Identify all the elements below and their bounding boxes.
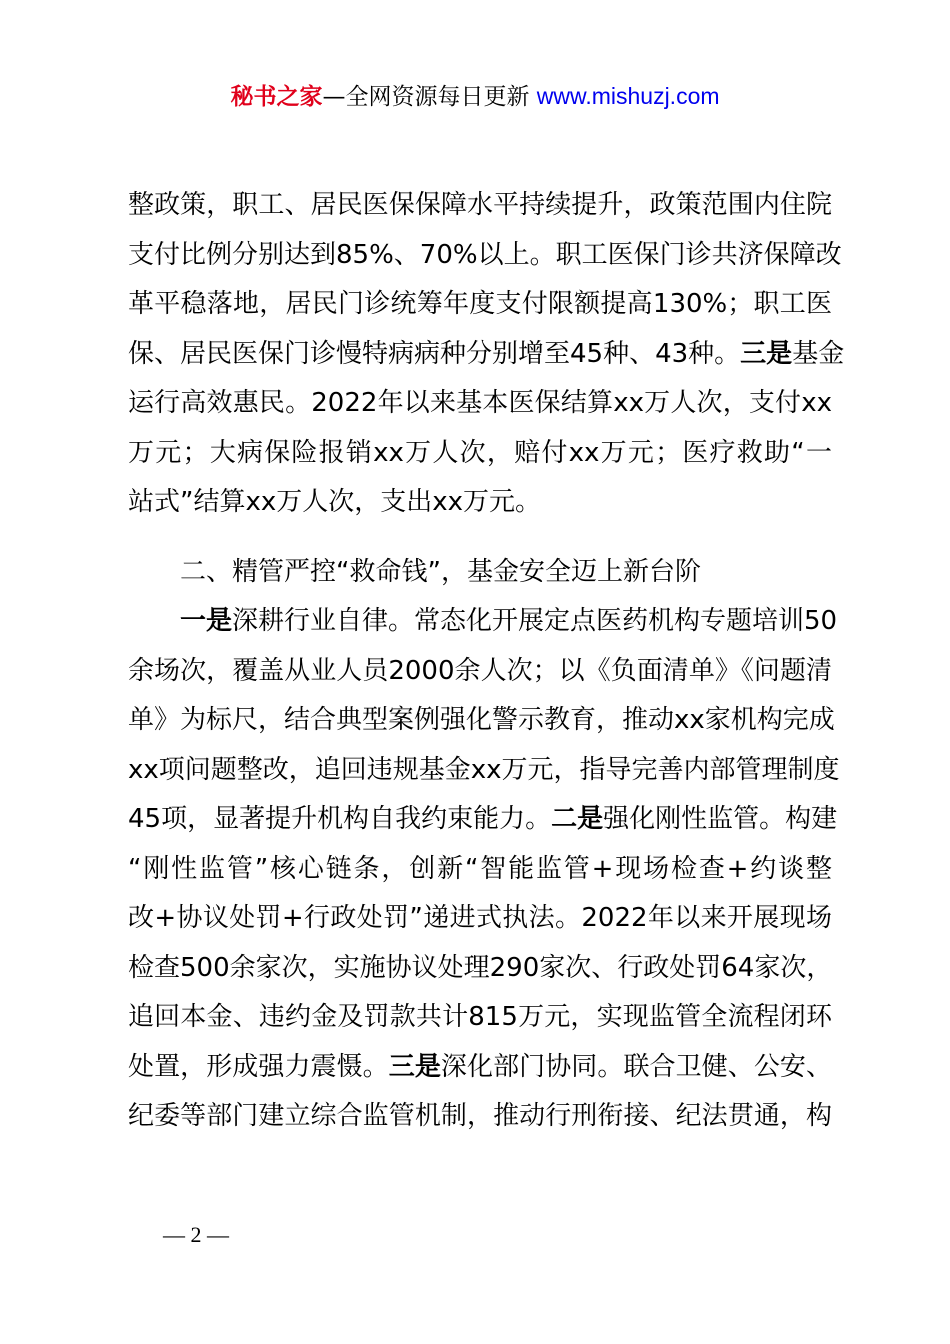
p1-line-2: 支付比例分别达到85%、70%以上。职工医保门诊共济保障改 <box>128 239 842 270</box>
p2-line-4: xx项问题整改，追回违规基金xx万元，指导完善内部管理制度 <box>128 754 840 785</box>
bold-lead: 二是 <box>551 804 604 834</box>
p1-line-1: 整政策，职工、居民医保保障水平持续提升，政策范围内住院 <box>128 190 832 220</box>
p2-line-2: 余场次，覆盖从业人员2000余人次；以《负面清单》《问题清 <box>128 655 832 686</box>
text-run: 保、居民医保门诊慢特病病种分别增至45种、43种。 <box>128 338 741 369</box>
site-slogan: —全网资源每日更新 <box>322 84 530 110</box>
site-header <box>0 80 950 113</box>
p2-line-11: 纪委等部门建立综合监管机制，推动行刑衔接、纪法贯通，构 <box>128 1101 832 1131</box>
p2-line-8: 检查500余家次，实施协议处理290家次、行政处罚64家次， <box>128 952 833 983</box>
p2-line-6: “刚性监管”核心链条，创新“智能监管+现场检查+约谈整 <box>128 853 832 884</box>
p2-line-9: 追回本金、违约金及罚款共计815万元，实现监管全流程闭环 <box>128 1002 832 1032</box>
p1-line-5: 运行高效惠民。2022年以来基本医保结算xx万人次，支付xx <box>128 388 832 418</box>
p2-line-10 <box>128 1043 832 1093</box>
p2-line-1 <box>128 597 838 647</box>
document-body <box>128 181 845 1142</box>
paragraph-gap <box>128 528 832 548</box>
text-run: 深化部门协同。联合卫健、公安、 <box>440 1051 832 1082</box>
text-run: 45项，显著提升机构自我约束能力。 <box>128 804 552 834</box>
bold-lead: 三是 <box>388 1051 441 1082</box>
p2-line-5 <box>128 795 838 845</box>
section-heading: 二、精管严控“救命钱”，基金安全迈上新台阶 <box>180 556 701 587</box>
text-run: 基金 <box>792 338 845 369</box>
p1-line-7: 站式”结算xx万人次，支出xx万元。 <box>128 487 542 517</box>
p2-line-7: 改+协议处罚+行政处罚”递进式执法。2022年以来开展现场 <box>128 903 832 933</box>
p1-line-3: 革平稳落地，居民门诊统筹年度支付限额提高130%；职工医 <box>128 289 832 319</box>
bold-lead: 三是 <box>740 338 793 369</box>
bold-lead: 一是 <box>180 606 233 636</box>
p1-line-6: 万元；大病保险报销xx万人次，赔付xx万元；医疗救助“一 <box>128 437 832 468</box>
text-run: 处置，形成强力震慑。 <box>128 1051 389 1082</box>
site-name: 秘书之家 <box>230 84 323 110</box>
p2-line-3: 单》为标尺，结合典型案例强化警示教育，推动xx家机构完成 <box>128 705 835 735</box>
p1-line-4 <box>128 330 845 380</box>
text-run: 深耕行业自律。常态化开展定点医药机构专题培训50 <box>232 606 838 636</box>
page-number: — 2 — <box>163 1222 229 1247</box>
site-url-link[interactable]: www.mishuzj.com <box>536 83 720 109</box>
text-run: 强化刚性监管。构建 <box>603 804 838 834</box>
